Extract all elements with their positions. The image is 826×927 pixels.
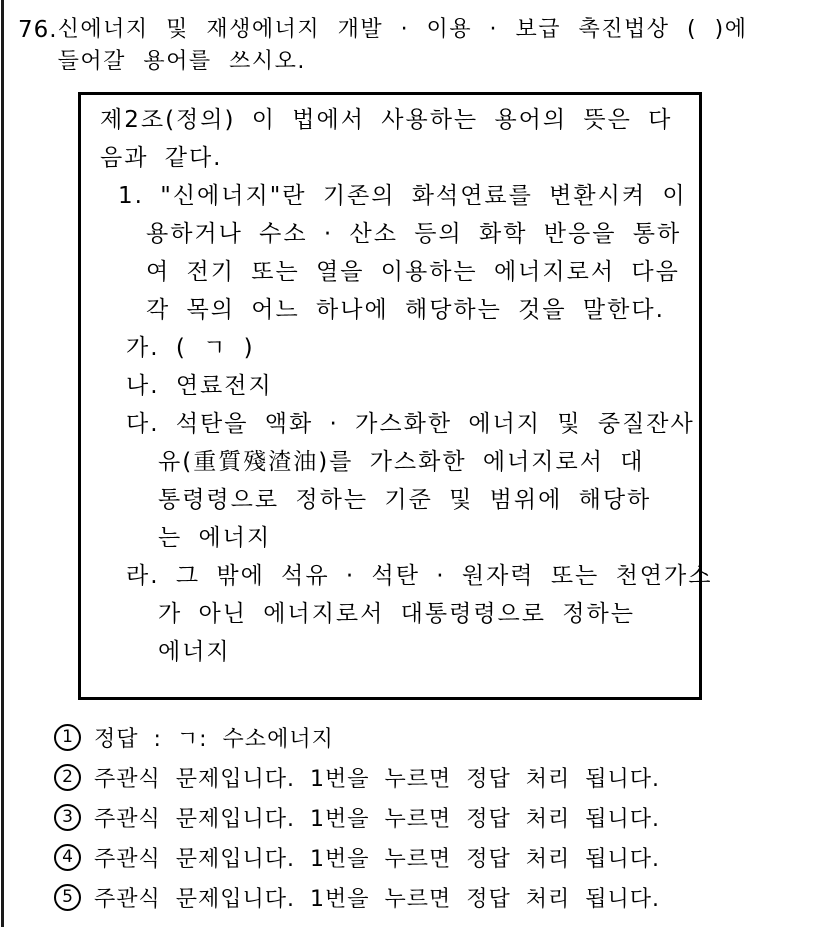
option-number: 2 (62, 766, 73, 787)
law-text-line-item-na: 나. 연료전지 (126, 373, 273, 399)
law-text-line: 제2조(정의) 이 법에서 사용하는 용어의 뜻은 다 (100, 107, 673, 133)
question-text-line1: 신에너지 및 재생에너지 개발 · 이용 · 보급 촉진법상 ( )에 (57, 17, 748, 42)
answer-option-3[interactable] (54, 797, 816, 837)
option-number: 4 (62, 846, 73, 867)
law-text-line: 는 에너지 (158, 525, 272, 551)
law-text-line-item-da: 다. 석탄을 액화 · 가스화한 에너지 및 중질잔사 (126, 411, 695, 437)
option-number-badge (54, 884, 81, 911)
law-text-line: 음과 같다. (100, 145, 223, 171)
law-text-line: 1. "신에너지"란 기존의 화석연료를 변환시켜 이 (118, 183, 687, 209)
option-number-badge (54, 724, 81, 751)
option-text: 정답 : ㄱ: 수소에너지 (94, 726, 334, 752)
law-text-line: 유(重質殘渣油)를 가스화한 에너지로서 대 (158, 449, 645, 475)
law-text-line-item-ra: 라. 그 밖에 석유 · 석탄 · 원자력 또는 천연가스 (126, 563, 713, 589)
answer-option-2[interactable] (54, 757, 816, 797)
option-text: 주관식 문제입니다. 1번을 누르면 정답 처리 됩니다. (94, 846, 660, 872)
option-number-badge (54, 764, 81, 791)
law-text-line: 통령령으로 정하는 기준 및 범위에 해당하 (158, 487, 652, 513)
option-text: 주관식 문제입니다. 1번을 누르면 정답 처리 됩니다. (94, 766, 660, 792)
answer-option-5[interactable] (54, 877, 816, 917)
law-text-line: 각 목의 어느 하나에 해당하는 것을 말한다. (146, 297, 665, 323)
law-text-line: 가 아닌 에너지로서 대통령령으로 정하는 (158, 601, 635, 627)
law-text-line: 에너지 (158, 639, 231, 665)
law-text-line-item-ga: 가. ( ㄱ ) (126, 335, 255, 361)
option-number-badge (54, 844, 81, 871)
answer-option-1[interactable] (54, 717, 816, 757)
option-number: 1 (62, 726, 73, 747)
option-number: 5 (62, 886, 73, 907)
option-text: 주관식 문제입니다. 1번을 누르면 정답 처리 됩니다. (94, 806, 660, 832)
answer-option-4[interactable] (54, 837, 816, 877)
law-text-line: 여 전기 또는 열을 이용하는 에너지로서 다음 (146, 259, 680, 285)
question-text-line2: 들어갈 용어를 쓰시오. (57, 49, 306, 74)
question-header (18, 14, 816, 78)
law-text-line: 용하거나 수소 · 산소 등의 화학 반응을 통하 (146, 221, 682, 247)
question-number: 76. (18, 17, 58, 43)
question-text (58, 14, 816, 78)
option-number: 3 (62, 806, 73, 827)
law-excerpt-box (78, 92, 713, 700)
option-number-badge (54, 804, 81, 831)
answer-options (54, 717, 816, 917)
option-text: 주관식 문제입니다. 1번을 누르면 정답 처리 됩니다. (94, 886, 660, 912)
